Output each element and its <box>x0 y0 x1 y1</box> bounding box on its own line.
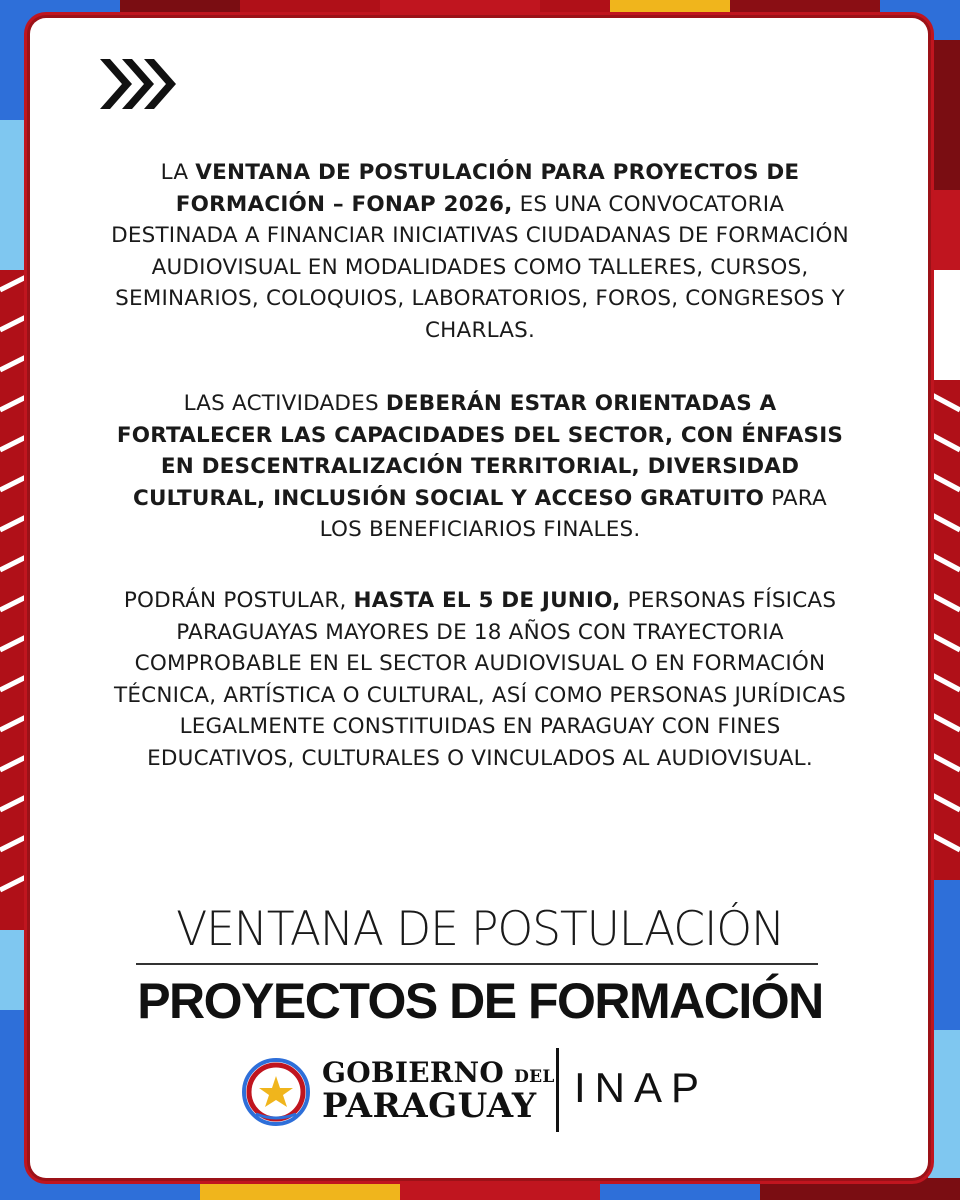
gobierno-label: GOBIERNO DEL <box>322 1056 555 1089</box>
title-divider <box>136 963 818 965</box>
title-line-1: VENTANA DE POSTULACIÓN <box>176 902 784 957</box>
deadline-highlight: HASTA EL 5 DE JUNIO, <box>353 588 621 613</box>
paragraph-intro: LA VENTANA DE POSTULACIÓN PARA PROYECTOS DE FORMACIÓN – FONAP 2026, ES UNA CONVOCATORIA DESTINADA A FINANCIAR INICIATIVAS CIUDADANAS DE FORMACIÓN AUDIOVISUAL EN MODALIDADES COMO TALLERES, CURSOS, SEMINARIOS, COLOQUIOS, LABORATORIOS, FOROS, CONGRESOS Y CHARLAS. <box>111 160 849 343</box>
paraguay-label: PARAGUAY <box>322 1086 537 1126</box>
logo-row <box>238 1048 728 1134</box>
triple-chevron-right-icon <box>98 57 178 111</box>
title-line-2: PROYECTOS DE FORMACIÓN <box>137 973 823 1029</box>
intro-highlight: VENTANA DE POSTULACIÓN PARA PROYECTOS DE FORMACIÓN – FONAP 2026, <box>175 160 800 217</box>
logo-separator <box>556 1048 559 1132</box>
paraguay-national-seal-icon <box>238 1056 314 1128</box>
activities-highlight: DEBERÁN ESTAR ORIENTADAS A FORTALECER LAS CAPACIDADES DEL SECTOR, CON ÉNFASIS EN DESCENTRALIZACIÓN TERRITORIAL, DIVERSIDAD CULTURAL, INCLUSIÓN SOCIAL Y ACCESO GRATUITO <box>116 391 844 511</box>
paragraph-eligibility: PODRÁN POSTULAR, HASTA EL 5 DE JUNIO, PERSONAS FÍSICAS PARAGUAYAS MAYORES DE 18 AÑOS CON TRAYECTORIA COMPROBABLE EN EL SECTOR AUDIOVISUAL O EN FORMACIÓN TÉCNICA, ARTÍSTICA O CULTURAL, ASÍ COMO PERSONAS JURÍDICAS LEGALMENTE CONSTITUIDAS EN PARAGUAY CON FINES EDUCATIVOS, CULTURALES O VINCULADOS AL AUDIOVISUAL. <box>114 588 846 771</box>
inap-logo: INAP <box>574 1064 709 1111</box>
paragraph-activities: LAS ACTIVIDADES DEBERÁN ESTAR ORIENTADAS A FORTALECER LAS CAPACIDADES DEL SECTOR, CON ÉNFASIS EN DESCENTRALIZACIÓN TERRITORIAL, DIVERSIDAD CULTURAL, INCLUSIÓN SOCIAL Y ACCESO GRATUITO PARA LOS BENEFICIARIOS FINALES. <box>116 391 844 542</box>
